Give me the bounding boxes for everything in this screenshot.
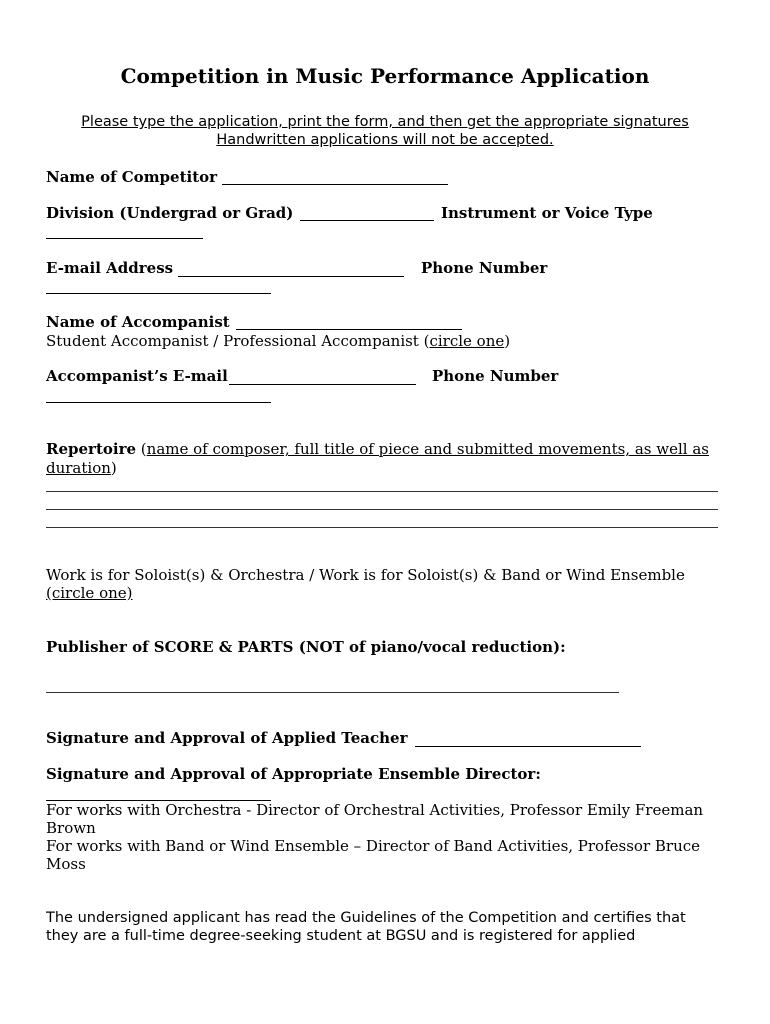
page-title: Competition in Music Performance Application xyxy=(120,64,650,88)
repertoire-open-paren: ( xyxy=(136,440,147,458)
repertoire-label: Repertoire xyxy=(46,440,137,458)
email-label: E-mail Address xyxy=(46,259,174,277)
accompanist-phone-field[interactable] xyxy=(46,402,271,403)
accompanist-type-text: Student Accompanist / Professional Accompanist ( xyxy=(46,332,430,350)
applied-teacher-signature-field[interactable] xyxy=(415,746,641,747)
applied-teacher-signature-label: Signature and Approval of Applied Teacher xyxy=(46,729,408,747)
division-label: Division (Undergrad or Grad) xyxy=(46,204,294,222)
repertoire-close-paren: ) xyxy=(110,459,117,477)
repertoire-note-2: duration xyxy=(46,459,111,477)
repertoire-field-line-2[interactable] xyxy=(46,509,718,510)
phone-label: Phone Number xyxy=(421,259,548,277)
band-director-line-1: For works with Band or Wind Ensemble – Director of Band Activities, Professor Bruce xyxy=(46,837,701,855)
accompanist-email-field[interactable] xyxy=(229,384,416,385)
orchestra-director-line-2: Brown xyxy=(46,819,96,837)
orchestra-director-line-1: For works with Orchestra - Director of Orchestral Activities, Professor Emily Freeman xyxy=(46,801,704,819)
instrument-field[interactable] xyxy=(46,238,203,239)
certification-line-1: The undersigned applicant has read the Guidelines of the Competition and certifies that xyxy=(46,910,686,926)
instrument-label: Instrument or Voice Type xyxy=(441,204,653,222)
accompanist-email-label: Accompanist’s E-mail xyxy=(46,367,228,385)
repertoire-line-1 xyxy=(46,440,709,458)
close-paren: ) xyxy=(504,332,511,350)
repertoire-field-line-3[interactable] xyxy=(46,527,718,528)
accompanist-type-line xyxy=(46,332,510,350)
instructions-line-1: Please type the application, print the form, and then get the appropriate signatures xyxy=(81,114,689,130)
accompanist-phone-label: Phone Number xyxy=(432,367,559,385)
accompanist-name-field[interactable] xyxy=(236,329,462,330)
accompanist-name-label: Name of Accompanist xyxy=(46,313,230,331)
repertoire-line-2 xyxy=(46,459,117,477)
publisher-field[interactable] xyxy=(46,692,619,693)
instructions-line-2: Handwritten applications will not be accepted. xyxy=(216,132,554,148)
certification-line-2: they are a full-time degree-seeking student at BGSU and is registered for applied xyxy=(46,928,636,944)
ensemble-director-signature-label: Signature and Approval of Appropriate Ensemble Director: xyxy=(46,765,541,783)
band-director-line-2: Moss xyxy=(46,855,86,873)
name-of-competitor-field[interactable] xyxy=(222,184,448,185)
repertoire-note-1: name of composer, full title of piece and submitted movements, as well as xyxy=(146,440,709,458)
phone-field[interactable] xyxy=(46,293,271,294)
publisher-label: Publisher of SCORE & PARTS (NOT of piano/vocal reduction): xyxy=(46,638,566,656)
division-field[interactable] xyxy=(300,220,434,221)
repertoire-field-line-1[interactable] xyxy=(46,491,718,492)
work-type-line-2: (circle one) xyxy=(46,584,133,602)
name-of-competitor-label: Name of Competitor xyxy=(46,168,218,186)
work-type-line-1: Work is for Soloist(s) & Orchestra / Work is for Soloist(s) & Band or Wind Ensemble xyxy=(46,566,685,584)
circle-one-note: circle one xyxy=(429,332,505,350)
email-field[interactable] xyxy=(178,276,404,277)
